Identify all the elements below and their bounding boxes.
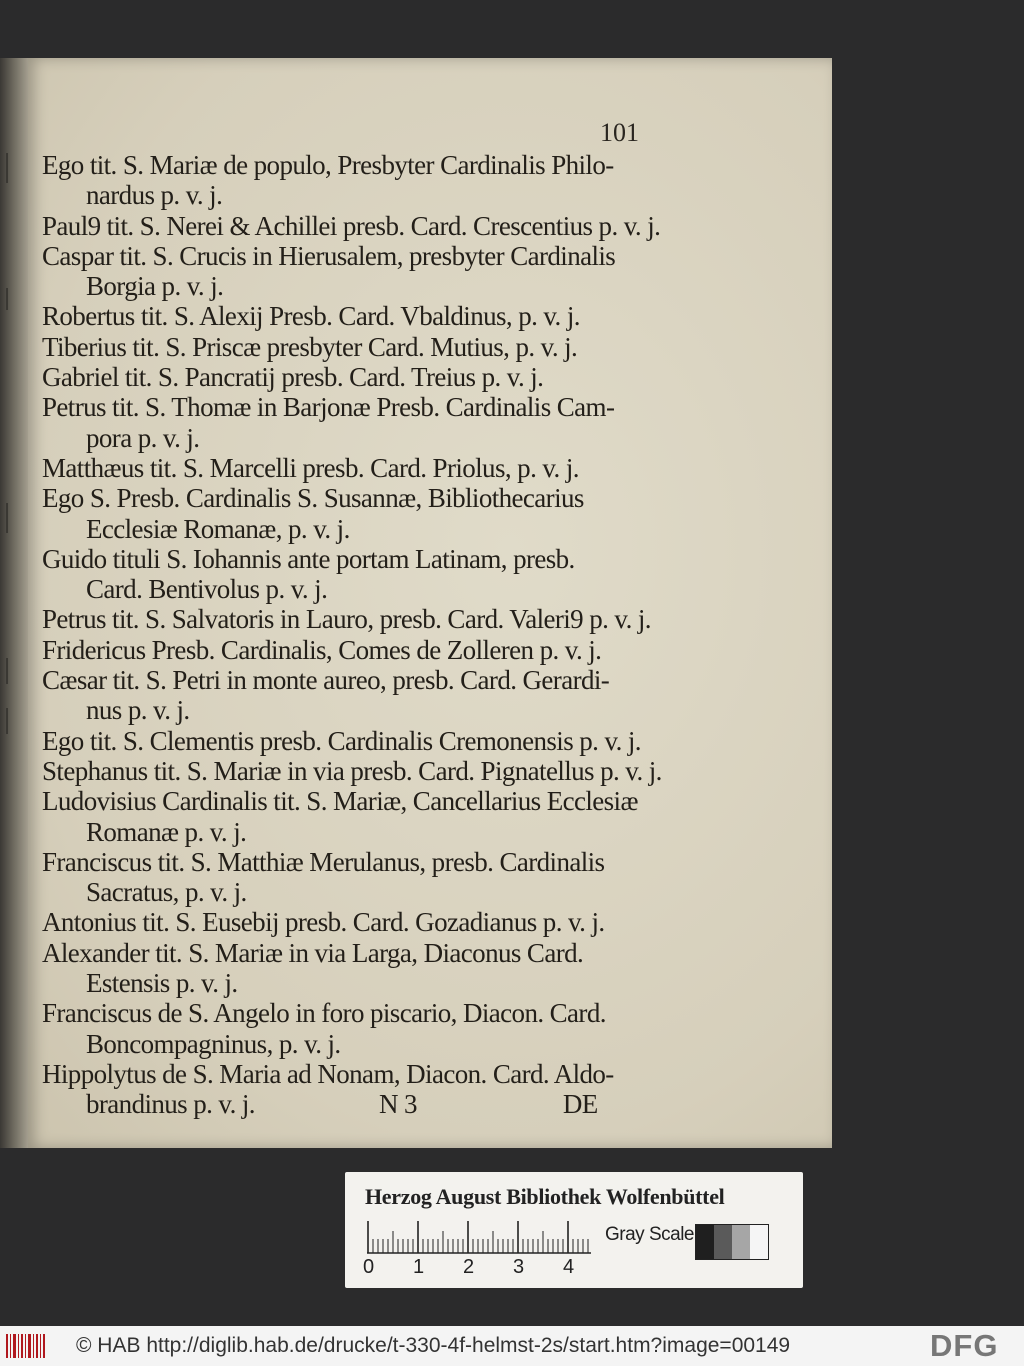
signature-entry — [42, 755, 662, 786]
signature-entry — [42, 635, 642, 665]
catchword: DE — [562, 1089, 598, 1120]
ruler-number: 4 — [563, 1256, 575, 1278]
text-line: Petrus tit. S. Salvatoris in Lauro, presb. Card. Valeri9 p. v. j. — [42, 604, 651, 635]
text-line: Estensis p. v. j. — [86, 968, 238, 999]
text-line: Ego tit. S. Clementis presb. Cardinalis Cremonensis p. v. j. — [42, 725, 641, 756]
signature-entry — [42, 1059, 642, 1089]
text-line: Alexander tit. S. Mariæ in via Larga, Diaconus Card. — [42, 937, 584, 968]
signature-entry — [42, 604, 651, 635]
edge-mark — [6, 708, 8, 734]
text-line: Romanæ p. v. j. — [86, 816, 247, 847]
scanned-page — [28, 58, 832, 1148]
library-label — [345, 1172, 803, 1288]
edge-mark — [6, 288, 8, 310]
gray-step — [696, 1225, 714, 1259]
signature-entry — [42, 544, 642, 605]
ruler-number: 2 — [463, 1256, 475, 1278]
page-number: 101 — [600, 118, 639, 147]
ruler-number: 3 — [513, 1256, 525, 1278]
ruler-scale — [367, 1220, 591, 1254]
signature-entry — [42, 938, 642, 999]
ruler-number: 1 — [413, 1256, 425, 1278]
text-line: Tiberius tit. S. Priscæ presbyter Card. Mutius, p. v. j. — [42, 331, 578, 362]
text-line: Matthæus tit. S. Marcelli presb. Card. Priolus, p. v. j. — [42, 452, 579, 483]
barcode-icon — [6, 1332, 46, 1360]
gray-step — [714, 1225, 732, 1259]
signature-entry — [42, 786, 642, 847]
text-line: Robertus tit. S. Alexij Presb. Card. Vbaldinus, p. v. j. — [42, 301, 580, 332]
copyright-link[interactable]: © HAB http://diglib.hab.de/drucke/t-330-4f-helmst-2s/start.htm?image=00149 — [76, 1334, 791, 1357]
edge-mark — [6, 503, 8, 533]
text-line: nardus p. v. j. — [86, 180, 223, 211]
footer-bar — [0, 1326, 1024, 1366]
signature-entry — [42, 241, 642, 302]
gray-scale-swatch — [695, 1224, 769, 1260]
text-line: Ludovisius Cardinalis tit. S. Mariæ, Cancellarius Ecclesiæ — [42, 786, 638, 817]
text-line: Ego S. Presb. Cardinalis S. Susannæ, Bibliothecarius — [42, 483, 584, 514]
text-line: Ego tit. S. Mariæ de populo, Presbyter Cardinalis Philo- — [42, 150, 614, 180]
text-line: Borgia p. v. j. — [86, 271, 224, 302]
text-line: Petrus tit. S. Thomæ in Barjonæ Presb. Cardinalis Cam- — [42, 392, 615, 423]
signature-entry — [42, 726, 642, 756]
signature-entry — [42, 847, 642, 908]
last-line — [42, 1089, 642, 1119]
signature-entry — [42, 392, 642, 453]
text-line: Caspar tit. S. Crucis in Hierusalem, presbyter Cardinalis — [42, 240, 616, 271]
signature-entry — [42, 210, 661, 241]
text-line: Stephanus tit. S. Mariæ in via presb. Card. Pignatellus p. v. j. — [42, 755, 662, 786]
text-line: brandinus p. v. j. — [86, 1089, 255, 1120]
text-line: Franciscus de S. Angelo in foro piscario, Diacon. Card. — [42, 998, 606, 1029]
signature-entry — [42, 150, 642, 211]
text-line: Franciscus tit. S. Matthiæ Merulanus, presb. Cardinalis — [42, 846, 605, 877]
text-line: Boncompagninus, p. v. j. — [86, 1028, 341, 1059]
gray-scale-label: Gray Scale — [605, 1224, 694, 1245]
text-line: Gabriel tit. S. Pancratij presb. Card. Treius p. v. j. — [42, 362, 544, 393]
text-line: pora p. v. j. — [86, 422, 200, 453]
signature-entry — [42, 665, 642, 726]
ruler-numbers — [363, 1256, 607, 1282]
ruler-number: 0 — [363, 1256, 375, 1278]
signature-entry — [42, 907, 642, 937]
signature-entry — [42, 362, 642, 392]
signature-mark: N 3 — [378, 1089, 417, 1120]
edge-mark — [6, 658, 8, 684]
library-name: Herzog August Bibliothek Wolfenbüttel — [365, 1184, 725, 1209]
text-line: Hippolytus de S. Maria ad Nonam, Diacon. Card. Aldo- — [42, 1058, 614, 1089]
text-line: Card. Bentivolus p. v. j. — [86, 574, 328, 605]
text-line: nus p. v. j. — [86, 695, 190, 726]
text-line: Paul9 tit. S. Nerei & Achillei presb. Card. Crescentius p. v. j. — [42, 210, 661, 241]
edge-mark — [6, 153, 8, 183]
text-line: Fridericus Presb. Cardinalis, Comes de Zolleren p. v. j. — [42, 634, 602, 665]
signature-entry — [42, 332, 642, 362]
signature-entry — [42, 453, 642, 483]
text-line: Antonius tit. S. Eusebij presb. Card. Gozadianus p. v. j. — [42, 907, 605, 938]
text-line: Ecclesiæ Romanæ, p. v. j. — [86, 513, 350, 544]
signature-entry — [42, 998, 642, 1059]
page-text — [42, 150, 662, 1120]
text-line: Cæsar tit. S. Petri in monte aureo, presb. Card. Gerardi- — [42, 665, 610, 696]
text-line: Guido tituli S. Iohannis ante portam Latinam, presb. — [42, 543, 575, 574]
signature-entry — [42, 483, 642, 544]
gray-step — [750, 1225, 768, 1259]
text-line: Sacratus, p. v. j. — [86, 877, 247, 908]
dfg-logo: DFG — [930, 1328, 999, 1363]
signature-entry — [42, 301, 642, 331]
gray-step — [732, 1225, 750, 1259]
